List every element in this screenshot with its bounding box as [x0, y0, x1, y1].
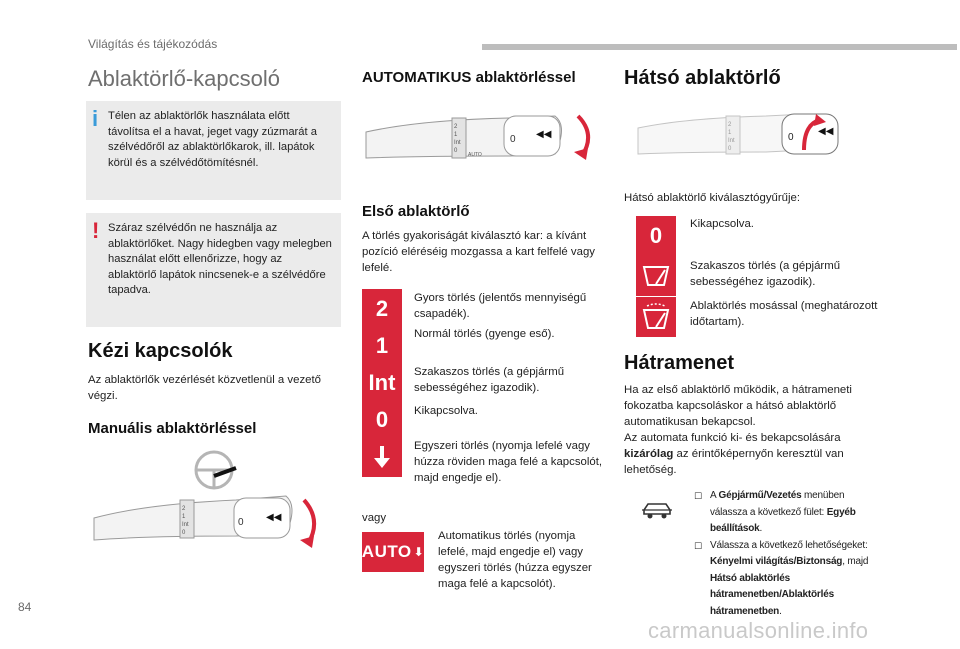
svg-text:1: 1: [454, 132, 458, 138]
svg-text:0: 0: [728, 146, 732, 152]
manual-stalk-illustration: [86, 448, 336, 558]
svg-text:2: 2: [728, 122, 732, 128]
step-2-bold-1: Kényelmi világítás/Biztonság: [710, 556, 843, 567]
svg-text:Int: Int: [182, 522, 189, 528]
rear-wash-text: Ablaktörlés mosással (meghatározott időtartam).: [690, 300, 878, 328]
step-2-pre: Válassza a következő lehetőségeket:: [710, 539, 868, 551]
reverse-text-1: Ha az első ablaktörlő működik, a hátrameneti fokozatba kapcsoláskor a hátsó ablaktörlő automatikusan bekapcsol.: [624, 384, 852, 428]
step-2-text: [710, 538, 880, 621]
svg-text:0: 0: [788, 132, 794, 143]
auto-stalk-illustration: [360, 106, 610, 176]
mode-int-text: Szakaszos törlés (a gépjármű sebességéhez igazodik).: [414, 366, 565, 394]
manual-heading: Kézi kapcsolók: [88, 340, 233, 362]
svg-text:◀◀: ◀◀: [818, 126, 834, 137]
auto-text: Automatikus törlés (nyomja lefelé, majd engedje el) vagy egyszeri törlés (húzza egyszer maga felé a kapcsolót).: [438, 530, 592, 590]
step-1-mid: menüben válassza a következő fület:: [710, 490, 845, 518]
watermark: carmanualsonline.info: [648, 618, 869, 643]
manual-text: Az ablaktörlők vezérlését közvetlenül a vezető végzi.: [88, 374, 321, 402]
reverse-text-2a: Az automata funkció ki- és bekapcsolására: [624, 432, 841, 444]
mode-2-text: Gyors törlés (jelentős mennyiségű csapadék).: [414, 292, 587, 320]
step-1-text: [710, 488, 880, 538]
front-text: A törlés gyakoriságát kiválasztó kar: a kívánt pozíció eléréséig mozgassa a kart felfelé vagy lefelé.: [362, 230, 595, 274]
svg-text:0: 0: [454, 148, 458, 154]
front-heading: Első ablaktörlő: [362, 203, 470, 220]
svg-text:◀◀: ◀◀: [266, 512, 282, 523]
section-title: Világítás és tájékozódás: [88, 37, 218, 51]
reverse-text-2b: kizárólag: [624, 448, 674, 460]
info-note: [86, 101, 341, 200]
rear-heading: Hátsó ablaktörlő: [624, 67, 781, 89]
warning-note-text: Száraz szélvédőn ne használja az ablaktörlőket. Nagy hidegben vagy melegben használat előtt ellenőrizze, hogy az ablaktörlő lapátok nincsenek-e a szélvédőre tapadva.: [108, 222, 332, 297]
checkbox-icon: ☐: [694, 540, 702, 551]
page-number: 84: [18, 600, 32, 614]
warning-icon: !: [92, 218, 100, 243]
step-1: [694, 488, 880, 538]
checkbox-icon: ☐: [694, 491, 702, 501]
svg-text:AUTO: AUTO: [468, 152, 482, 158]
step-2-post: .: [779, 605, 782, 617]
rear-intro: Hátsó ablaktörlő kiválasztógyűrűje:: [624, 192, 801, 204]
rear-wash-icon: [636, 297, 676, 337]
auto-wipe-icon-label: AUTO: [361, 542, 412, 561]
step-2-bold-2: Hátsó ablaktörlés hátramenetben/Ablaktörlés hátramenetben: [710, 572, 834, 617]
svg-text:1: 1: [728, 130, 732, 136]
reverse-text-2c: az érintőképernyőn keresztül van lehetőség.: [624, 448, 844, 476]
step-1-bold-1: Gépjármű/Vezetés: [718, 490, 802, 501]
reverse-heading: Hátramenet: [624, 352, 735, 374]
auto-wipe-icon: [362, 532, 424, 572]
manual-subheading: Manuális ablaktörléssel: [88, 420, 257, 437]
reverse-text-2: [624, 430, 882, 478]
svg-text:0: 0: [238, 517, 244, 528]
svg-text:2: 2: [182, 506, 186, 512]
step-1-pre: A: [710, 490, 719, 501]
info-icon: i: [92, 106, 99, 131]
step-2-mid: , majd: [842, 556, 869, 567]
warning-note: [86, 213, 341, 327]
steps-list: [694, 488, 880, 620]
svg-text:Int: Int: [728, 138, 735, 144]
auto-arrow-icon: ⬇: [413, 545, 425, 559]
car-settings-icon: [640, 500, 674, 527]
rear-intermittent-text: Szakaszos törlés (a gépjármű sebességéhez igazodik).: [690, 260, 841, 288]
step-1-bold-2: Egyéb beállítások: [710, 506, 856, 534]
header-bar: [482, 44, 957, 50]
speed-2-icon: 2: [362, 289, 402, 329]
svg-text:Int: Int: [454, 140, 461, 146]
speed-1-icon: 1: [362, 326, 402, 366]
svg-text:0: 0: [182, 530, 186, 536]
svg-text:◀◀: ◀◀: [536, 129, 552, 140]
rear-stalk-illustration: [636, 106, 861, 166]
svg-text:2: 2: [454, 124, 458, 130]
info-note-text: Télen az ablaktörlők használata előtt távolítsa el a havat, jeget vagy zúzmarát a szélvédőről az ablaktörlőkarok, ill. lapátok körül és a szélvédőtömítésnél.: [108, 110, 317, 169]
page-title: Ablaktörlő-kapcsoló: [88, 66, 280, 91]
rear-off-0-icon: 0: [636, 216, 676, 256]
intermittent-icon: Int: [362, 363, 402, 403]
auto-heading: AUTOMATIKUS ablaktörléssel: [362, 69, 576, 86]
mode-single-text: Egyszeri törlés (nyomja lefelé vagy húzza röviden maga felé a kapcsolót, majd engedje el).: [414, 440, 603, 484]
svg-text:1: 1: [182, 514, 186, 520]
or-label: vagy: [362, 512, 387, 524]
off-0-icon: 0: [362, 400, 402, 440]
single-wipe-arrow-down-icon: [362, 437, 402, 477]
svg-text:0: 0: [510, 134, 516, 145]
mode-1-text: Normál törlés (gyenge eső).: [414, 328, 555, 340]
step-2: [694, 538, 880, 621]
rear-off-text: Kikapcsolva.: [690, 218, 754, 230]
rear-wiper-icon: [636, 256, 676, 296]
step-1-post: .: [759, 523, 763, 534]
mode-0-text: Kikapcsolva.: [414, 405, 478, 417]
